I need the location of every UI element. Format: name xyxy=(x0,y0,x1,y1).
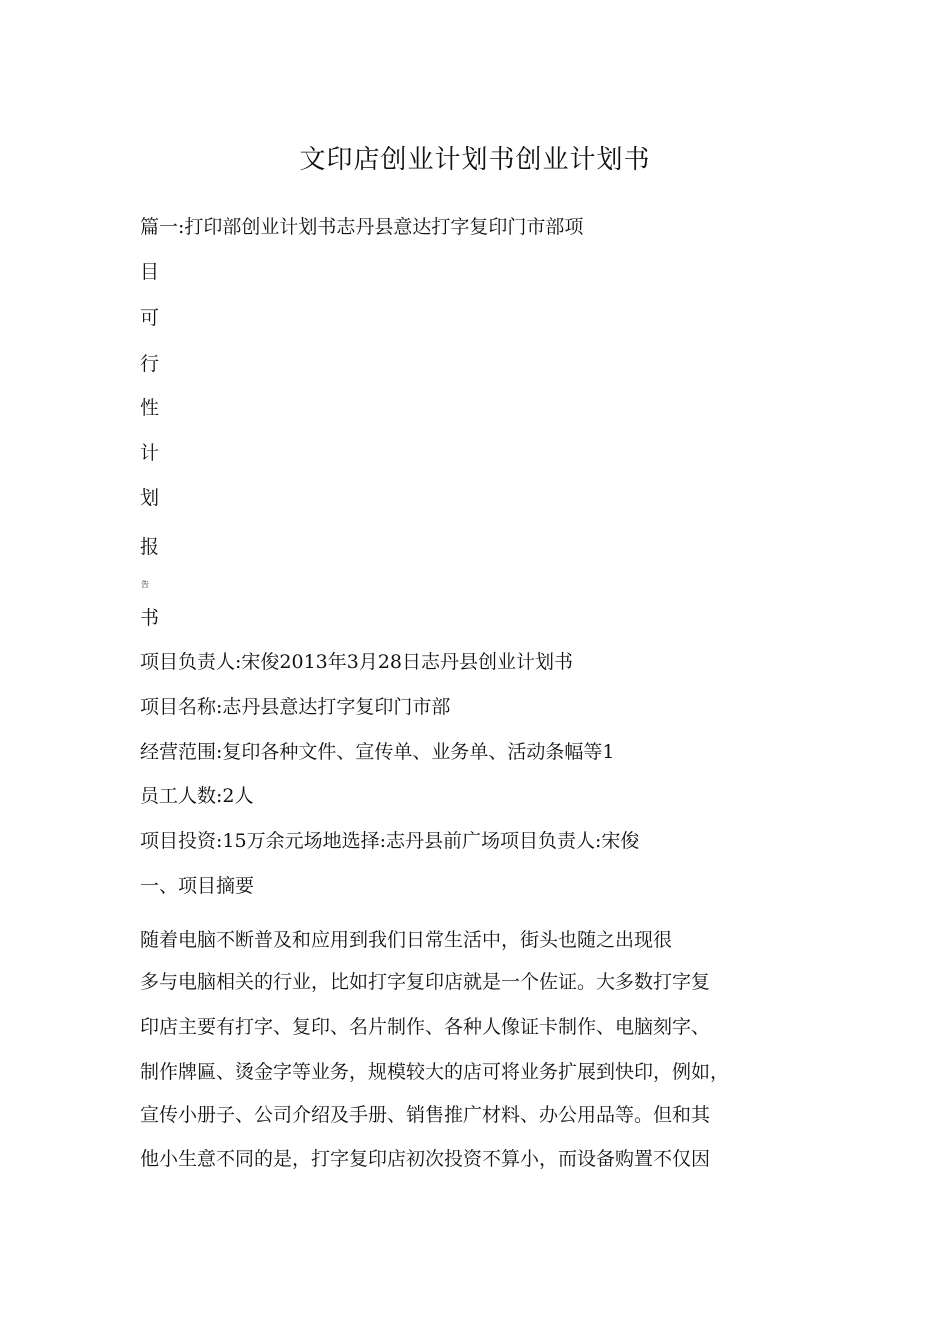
info-line-project-lead: 项目负责人:宋俊2013年3月28日志丹县创业计划书 xyxy=(140,651,574,673)
body-line: 制作牌匾、烫金字等业务，规模较大的店可将业务扩展到快印，例如， xyxy=(140,1061,730,1083)
info-line-project-name: 项目名称:志丹县意达打字复印门市部 xyxy=(140,696,451,718)
document-title: 文印店创业计划书创业计划书 xyxy=(299,145,651,175)
info-line-investment: 项目投资:15万余元场地选择:志丹县前广场项目负责人:宋俊 xyxy=(140,830,640,852)
vertical-char: 计 xyxy=(140,442,160,464)
info-line-staff-count: 员工人数:2人 xyxy=(140,785,254,807)
section-heading-part-one: 篇一:打印部创业计划书志丹县意达打字复印门市部项 xyxy=(140,216,584,238)
vertical-char: 报 xyxy=(140,536,160,558)
body-line: 随着电脑不断普及和应用到我们日常生活中，街头也随之出现很 xyxy=(140,929,673,951)
vertical-char: 行 xyxy=(140,353,160,375)
section-heading-summary: 一、项目摘要 xyxy=(140,875,255,897)
vertical-char: 目 xyxy=(140,261,160,283)
tiny-char: 告 xyxy=(141,580,149,589)
vertical-char: 书 xyxy=(140,607,160,629)
body-line: 宣传小册子、公司介绍及手册、销售推广材料、办公用品等。但和其 xyxy=(140,1104,711,1126)
body-line: 印店主要有打字、复印、名片制作、各种人像证卡制作、电脑刻字、 xyxy=(140,1016,711,1038)
body-line: 多与电脑相关的行业，比如打字复印店就是一个佐证。大多数打字复 xyxy=(140,971,711,993)
vertical-char: 可 xyxy=(140,307,160,329)
vertical-char: 划 xyxy=(140,487,160,509)
body-line: 他小生意不同的是，打字复印店初次投资不算小，而设备购置不仅因 xyxy=(140,1148,711,1170)
info-line-business-scope: 经营范围:复印各种文件、宣传单、业务单、活动条幅等1 xyxy=(140,741,615,763)
vertical-char: 性 xyxy=(140,397,160,419)
